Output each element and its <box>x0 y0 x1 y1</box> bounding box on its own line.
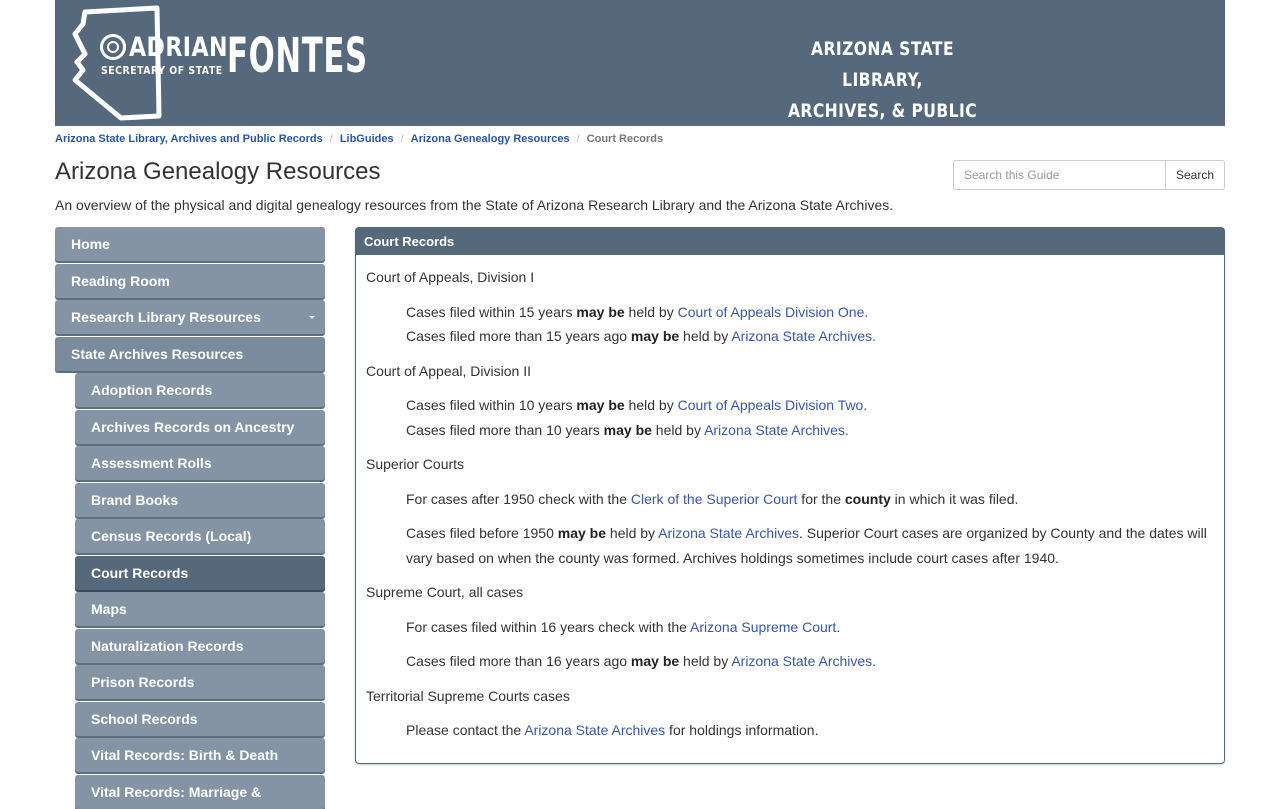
text: held by <box>606 525 659 541</box>
content-line <box>406 546 1212 571</box>
library-title-line2: ARCHIVES, & PUBLIC RECORDS <box>787 100 978 153</box>
content-line <box>406 718 1212 743</box>
breadcrumb-separator: / <box>576 133 580 145</box>
library-title <box>760 34 1005 158</box>
text: . <box>836 619 841 635</box>
section-title: Territorial Supreme Courts cases <box>366 688 570 704</box>
text: held by <box>624 397 678 413</box>
search-input[interactable] <box>953 160 1166 190</box>
sidebar-subitem-brand-books[interactable]: Brand Books <box>75 483 325 517</box>
section-title: Court of Appeal, Division II <box>366 363 531 379</box>
link-arizona-state-archives[interactable]: Arizona State Archives. <box>704 422 849 438</box>
sidebar-subitem-assessment-rolls[interactable]: Assessment Rolls <box>75 446 325 480</box>
emphasis: county <box>844 491 891 507</box>
sidebar-subitem-prison-records[interactable]: Prison Records <box>75 665 325 699</box>
sidebar-subitem-school-records[interactable]: School Records <box>75 702 325 736</box>
link-arizona-state-archives[interactable]: Arizona State Archives. <box>731 328 877 344</box>
text: Cases filed before 1950 <box>406 525 558 541</box>
sidebar-item-label: Research Library Resources <box>71 309 261 325</box>
link-arizona-state-archives[interactable]: Arizona State Archives <box>524 722 666 738</box>
content-line <box>406 300 1212 325</box>
content-panel <box>355 227 1225 764</box>
content-line <box>406 393 1212 418</box>
text: held by <box>679 328 732 344</box>
emphasis: may be <box>576 304 625 320</box>
link-court-appeals-div-one[interactable]: Court of Appeals Division One. <box>677 304 869 320</box>
sidebar-subitem-naturalization-records[interactable]: Naturalization Records <box>75 629 325 663</box>
text: held by <box>679 653 732 669</box>
content-line <box>406 649 1212 674</box>
content-line <box>406 418 1212 443</box>
link-arizona-state-archives[interactable]: Arizona State Archives <box>658 525 800 541</box>
breadcrumb-current: Court Records <box>586 133 664 145</box>
content-line <box>406 487 1212 512</box>
sidebar-subitem-vital-birth-death[interactable]: Vital Records: Birth & Death <box>75 738 325 772</box>
emphasis: may be <box>630 328 680 344</box>
text: for the <box>797 491 845 507</box>
library-title-line1: ARIZONA STATE LIBRARY, <box>810 38 955 91</box>
text: Cases filed within 10 years <box>406 397 577 413</box>
sidebar-item-home[interactable]: Home <box>55 227 325 261</box>
breadcrumb <box>55 133 663 145</box>
page-description: An overview of the physical and digital genealogy resources from the State of Arizona Research Library and the Arizona State Archives. <box>55 197 894 213</box>
breadcrumb-separator: / <box>400 133 404 145</box>
breadcrumb-link-libguides[interactable]: LibGuides <box>339 133 394 145</box>
text: in which it was filed. <box>890 491 1019 507</box>
text: For cases filed within 16 years check with the <box>406 619 691 635</box>
sidebar-item-reading-room[interactable]: Reading Room <box>55 264 325 298</box>
content-line <box>406 521 1212 546</box>
logo-subtitle: SECRETARY OF STATE <box>101 64 223 77</box>
sidebar-subitem-archives-ancestry[interactable]: Archives Records on Ancestry <box>75 410 325 444</box>
text: held by <box>624 304 678 320</box>
text: held by <box>651 422 705 438</box>
sidebar-subitem-court-records[interactable]: Court Records <box>75 556 325 590</box>
emphasis: may be <box>576 397 625 413</box>
text: Cases filed more than 15 years ago <box>406 328 631 344</box>
emphasis: may be <box>557 525 607 541</box>
section-title: Superior Courts <box>366 456 465 472</box>
state-seal-icon <box>100 34 126 60</box>
text: Cases filed more than 16 years ago <box>406 653 631 669</box>
content-line <box>406 324 1212 349</box>
link-court-appeals-div-two[interactable]: Court of Appeals Division Two. <box>677 397 868 413</box>
section-title: Court of Appeals, Division I <box>366 269 535 285</box>
text: Cases filed within 15 years <box>406 304 577 320</box>
logo-name-last: FONTES <box>227 28 368 84</box>
text: Please contact the <box>406 722 525 738</box>
text: vary based on when the county was formed. Archives holdings sometimes include court cases after 1940. <box>406 550 1059 566</box>
sidebar-item-research-library[interactable] <box>55 300 325 334</box>
text: . Superior Court cases are organized by County and the dates will <box>799 525 1207 541</box>
link-arizona-state-archives[interactable]: Arizona State Archives <box>731 653 873 669</box>
breadcrumb-link-library[interactable]: Arizona State Library, Archives and Public Records <box>55 133 323 145</box>
text: . <box>872 653 877 669</box>
link-clerk-superior-court[interactable]: Clerk of the Superior Court <box>630 491 798 507</box>
logo-name-first: ADRIAN <box>129 32 228 63</box>
sidebar-subitem-maps[interactable]: Maps <box>75 592 325 626</box>
breadcrumb-separator: / <box>329 133 333 145</box>
breadcrumb-link-genealogy[interactable]: Arizona Genealogy Resources <box>410 133 570 145</box>
emphasis: may be <box>603 422 652 438</box>
link-arizona-supreme-court[interactable]: Arizona Supreme Court <box>690 619 837 635</box>
text: for holdings information. <box>665 722 819 738</box>
search-button[interactable]: Search <box>1165 160 1225 190</box>
caret-down-icon <box>309 316 315 319</box>
sidebar-subitem-census-records[interactable]: Census Records (Local) <box>75 519 325 553</box>
text: Cases filed more than 10 years <box>406 422 604 438</box>
text: For cases after 1950 check with the <box>406 491 631 507</box>
sidebar-item-state-archives[interactable]: State Archives Resources <box>55 337 325 371</box>
section-title: Supreme Court, all cases <box>366 584 524 600</box>
panel-heading: Court Records <box>356 228 1224 255</box>
emphasis: may be <box>630 653 680 669</box>
page-title: Arizona Genealogy Resources <box>55 158 381 185</box>
sidebar-subitem-adoption-records[interactable]: Adoption Records <box>75 373 325 407</box>
content-line <box>406 615 1212 640</box>
sidebar-subitem-vital-marriage[interactable]: Vital Records: Marriage & <box>75 775 325 809</box>
